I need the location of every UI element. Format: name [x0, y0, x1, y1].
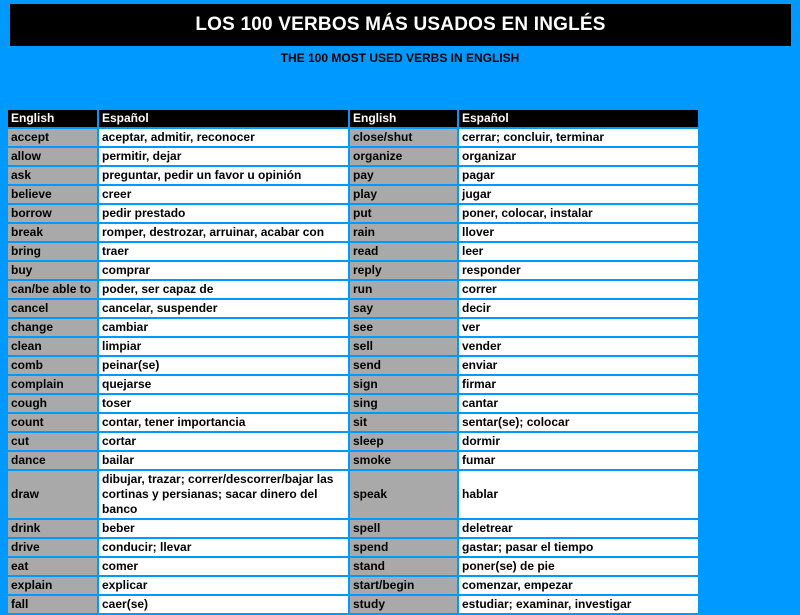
spanish-translation-cell: poner, colocar, instalar	[459, 205, 698, 222]
spanish-translation-cell: dormir	[459, 433, 698, 450]
spanish-translation-cell: hablar	[459, 471, 698, 518]
spanish-translation-cell: correr	[459, 281, 698, 298]
spanish-translation-cell: comprar	[99, 262, 348, 279]
spanish-translation-cell: comenzar, empezar	[459, 577, 698, 594]
table-row	[8, 520, 698, 537]
english-verb-cell: sell	[350, 338, 457, 355]
english-verb-cell: put	[350, 205, 457, 222]
english-verb-cell: drive	[8, 539, 97, 556]
spanish-translation-cell: cambiar	[99, 319, 348, 336]
spanish-translation-cell: aceptar, admitir, reconocer	[99, 129, 348, 146]
table-row	[8, 129, 698, 146]
table-row	[8, 376, 698, 393]
spanish-translation-cell: vender	[459, 338, 698, 355]
page-subtitle: THE 100 MOST USED VERBS IN ENGLISH	[280, 51, 520, 65]
spanish-translation-cell: jugar	[459, 186, 698, 203]
verbs-table-body	[8, 129, 698, 613]
english-verb-cell: comb	[8, 357, 97, 374]
spanish-translation-cell: leer	[459, 243, 698, 260]
english-verb-cell: cut	[8, 433, 97, 450]
english-verb-cell: buy	[8, 262, 97, 279]
english-verb-cell: accept	[8, 129, 97, 146]
spanish-translation-cell: pagar	[459, 167, 698, 184]
english-verb-cell: allow	[8, 148, 97, 165]
table-row	[8, 395, 698, 412]
spanish-translation-cell: beber	[99, 520, 348, 537]
spanish-translation-cell: sentar(se); colocar	[459, 414, 698, 431]
english-verb-cell: fall	[8, 596, 97, 613]
english-verb-cell: rain	[350, 224, 457, 241]
spanish-translation-cell: preguntar, pedir un favor u opinión	[99, 167, 348, 184]
english-verb-cell: spell	[350, 520, 457, 537]
table-row	[8, 319, 698, 336]
english-verb-cell: run	[350, 281, 457, 298]
english-verb-cell: close/shut	[350, 129, 457, 146]
english-verb-cell: say	[350, 300, 457, 317]
table-row	[8, 558, 698, 575]
spanish-translation-cell: romper, destrozar, arruinar, acabar con	[99, 224, 348, 241]
table-row	[8, 577, 698, 594]
english-verb-cell: complain	[8, 376, 97, 393]
english-verb-cell: sing	[350, 395, 457, 412]
table-row	[8, 148, 698, 165]
spanish-translation-cell: explicar	[99, 577, 348, 594]
spanish-translation-cell: decir	[459, 300, 698, 317]
column-header-espanol-left: Español	[99, 110, 348, 127]
table-row	[8, 414, 698, 431]
spanish-translation-cell: bailar	[99, 452, 348, 469]
spanish-translation-cell: fumar	[459, 452, 698, 469]
column-header-english-left: English	[8, 110, 97, 127]
spanish-translation-cell: cancelar, suspender	[99, 300, 348, 317]
spanish-translation-cell: permitir, dejar	[99, 148, 348, 165]
table-row	[8, 433, 698, 450]
english-verb-cell: read	[350, 243, 457, 260]
english-verb-cell: pay	[350, 167, 457, 184]
table-row	[8, 452, 698, 469]
english-verb-cell: change	[8, 319, 97, 336]
table-row	[8, 224, 698, 241]
spanish-translation-cell: organizar	[459, 148, 698, 165]
spanish-translation-cell: cantar	[459, 395, 698, 412]
table-row	[8, 262, 698, 279]
english-verb-cell: dance	[8, 452, 97, 469]
english-verb-cell: start/begin	[350, 577, 457, 594]
title-bar	[10, 4, 791, 46]
spanish-translation-cell: enviar	[459, 357, 698, 374]
spanish-translation-cell: traer	[99, 243, 348, 260]
spanish-translation-cell: poner(se) de pie	[459, 558, 698, 575]
english-verb-cell: bring	[8, 243, 97, 260]
english-verb-cell: clean	[8, 338, 97, 355]
spanish-translation-cell: conducir; llevar	[99, 539, 348, 556]
table-row	[8, 539, 698, 556]
english-verb-cell: sit	[350, 414, 457, 431]
english-verb-cell: cancel	[8, 300, 97, 317]
column-header-english-right: English	[350, 110, 457, 127]
english-verb-cell: see	[350, 319, 457, 336]
spanish-translation-cell: pedir prestado	[99, 205, 348, 222]
table-row	[8, 300, 698, 317]
table-row	[8, 186, 698, 203]
english-verb-cell: cough	[8, 395, 97, 412]
spanish-translation-cell: quejarse	[99, 376, 348, 393]
table-row	[8, 243, 698, 260]
spanish-translation-cell: firmar	[459, 376, 698, 393]
spanish-translation-cell: peinar(se)	[99, 357, 348, 374]
table-row	[8, 596, 698, 613]
english-verb-cell: sign	[350, 376, 457, 393]
english-verb-cell: speak	[350, 471, 457, 518]
english-verb-cell: stand	[350, 558, 457, 575]
spanish-translation-cell: estudiar; examinar, investigar	[459, 596, 698, 613]
english-verb-cell: spend	[350, 539, 457, 556]
english-verb-cell: believe	[8, 186, 97, 203]
table-row	[8, 281, 698, 298]
spanish-translation-cell: creer	[99, 186, 348, 203]
spanish-translation-cell: cortar	[99, 433, 348, 450]
english-verb-cell: break	[8, 224, 97, 241]
table-row	[8, 338, 698, 355]
english-verb-cell: play	[350, 186, 457, 203]
spanish-translation-cell: caer(se)	[99, 596, 348, 613]
page-title: LOS 100 VERBOS MÁS USADOS EN INGLÉS	[195, 14, 606, 35]
spanish-translation-cell: cerrar; concluir, terminar	[459, 129, 698, 146]
english-verb-cell: study	[350, 596, 457, 613]
table-row	[8, 357, 698, 374]
english-verb-cell: reply	[350, 262, 457, 279]
spanish-translation-cell: llover	[459, 224, 698, 241]
spanish-translation-cell: contar, tener importancia	[99, 414, 348, 431]
spanish-translation-cell: ver	[459, 319, 698, 336]
english-verb-cell: organize	[350, 148, 457, 165]
table-row	[8, 471, 698, 518]
spanish-translation-cell: poder, ser capaz de	[99, 281, 348, 298]
table-row	[8, 205, 698, 222]
english-verb-cell: smoke	[350, 452, 457, 469]
english-verb-cell: ask	[8, 167, 97, 184]
english-verb-cell: explain	[8, 577, 97, 594]
table-row	[8, 167, 698, 184]
english-verb-cell: sleep	[350, 433, 457, 450]
english-verb-cell: send	[350, 357, 457, 374]
english-verb-cell: borrow	[8, 205, 97, 222]
english-verb-cell: eat	[8, 558, 97, 575]
english-verb-cell: count	[8, 414, 97, 431]
spanish-translation-cell: gastar; pasar el tiempo	[459, 539, 698, 556]
column-header-espanol-right: Español	[459, 110, 698, 127]
spanish-translation-cell: limpiar	[99, 338, 348, 355]
table-header-row	[8, 110, 698, 127]
spanish-translation-cell: deletrear	[459, 520, 698, 537]
english-verb-cell: can/be able to	[8, 281, 97, 298]
verbs-table	[6, 108, 700, 615]
english-verb-cell: drink	[8, 520, 97, 537]
english-verb-cell: draw	[8, 471, 97, 518]
spanish-translation-cell: comer	[99, 558, 348, 575]
spanish-translation-cell: dibujar, trazar; correr/descorrer/bajar las cortinas y persianas; sacar dinero del banco	[99, 471, 348, 518]
spanish-translation-cell: toser	[99, 395, 348, 412]
spanish-translation-cell: responder	[459, 262, 698, 279]
